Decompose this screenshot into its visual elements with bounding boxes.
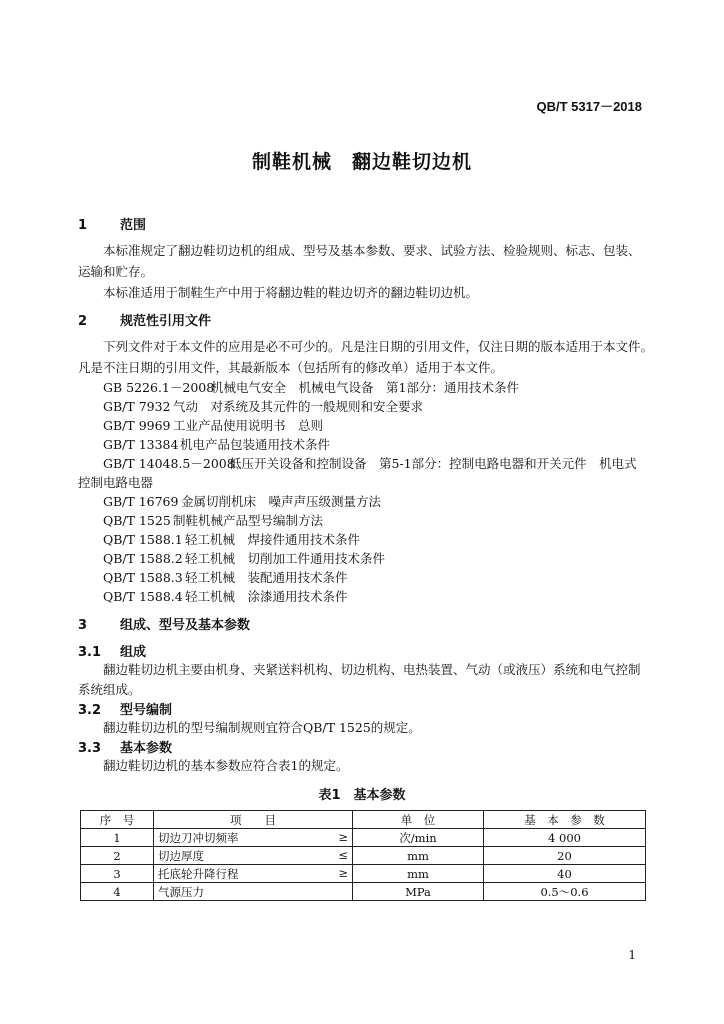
section-title: 组成 — [120, 645, 147, 660]
item-label: 切边厚度 — [158, 848, 204, 863]
reference-title: 轻工机械 装配通用技术条件 — [185, 570, 348, 585]
section-number: 1 — [78, 218, 88, 233]
item-label: 切边刀冲切频率 — [158, 830, 239, 845]
table-header-row — [81, 811, 646, 829]
section-1-heading — [78, 214, 146, 233]
paragraph: 系统组成。 — [78, 682, 141, 697]
section-number: 3.1 — [78, 645, 102, 660]
table-row — [81, 829, 646, 847]
cell-no: 4 — [81, 883, 154, 901]
reference-item — [103, 397, 423, 415]
cell-item — [154, 847, 353, 865]
cell-unit: mm — [353, 865, 484, 883]
reference-code: GB/T 7932 — [103, 399, 171, 414]
reference-code: QB/T 1588.3 — [103, 570, 183, 585]
reference-continuation: 控制电路电器 — [78, 475, 154, 490]
cell-value: 40 — [484, 865, 646, 883]
reference-title: 轻工机械 涂漆通用技术条件 — [185, 589, 348, 604]
cell-no: 1 — [81, 829, 154, 847]
reference-title: 轻工机械 焊接件通用技术条件 — [185, 532, 361, 547]
reference-title: 工业产品使用说明书 总则 — [173, 418, 324, 433]
table-caption: 表1 基本参数 — [318, 788, 406, 803]
paragraph: 下列文件对于本文件的应用是必不可少的。凡是注日期的引用文件，仅注日期的版本适用于本文件。 — [103, 339, 654, 354]
reference-title: 机电产品包装通用技术条件 — [180, 437, 331, 452]
table-row — [81, 865, 646, 883]
section-2-heading — [78, 310, 211, 329]
column-header: 项 目 — [154, 811, 353, 829]
reference-item — [103, 568, 348, 586]
item-symbol: ≥ — [338, 829, 348, 844]
cell-unit: MPa — [353, 883, 484, 901]
reference-item — [103, 530, 360, 548]
section-title: 范围 — [120, 218, 147, 233]
cell-value: 4 000 — [484, 829, 646, 847]
reference-title: 低压开关设备和控制设备 第5-1部分：控制电路电器和开关元件 机电式 — [229, 456, 637, 471]
paragraph: 运输和贮存。 — [78, 264, 154, 279]
paragraph: 翻边鞋切边机的型号编制规则宜符合QB/T 1525的规定。 — [103, 720, 421, 735]
reference-code: GB/T 16769 — [103, 494, 179, 509]
item-symbol: ≥ — [338, 865, 348, 880]
section-number: 3.2 — [78, 703, 102, 718]
reference-item — [103, 378, 519, 396]
cell-unit: mm — [353, 847, 484, 865]
reference-item — [103, 549, 385, 567]
reference-item — [103, 492, 381, 510]
section-title: 规范性引用文件 — [120, 314, 212, 329]
cell-value: 20 — [484, 847, 646, 865]
reference-title: 机械电气安全 机械电气设备 第1部分：通用技术条件 — [211, 380, 519, 395]
document-title: 制鞋机械 翻边鞋切边机 — [251, 151, 472, 173]
cell-item — [154, 865, 353, 883]
reference-item — [103, 416, 323, 434]
reference-item — [103, 587, 348, 605]
reference-title: 气动 对系统及其元件的一般规则和安全要求 — [173, 399, 424, 414]
paragraph: 本标准适用于制鞋生产中用于将翻边鞋的鞋边切齐的翻边鞋切边机。 — [103, 285, 479, 300]
subsection-3-3-heading — [78, 737, 172, 756]
cell-unit: 次/min — [353, 829, 484, 847]
cell-item — [154, 829, 353, 847]
section-title: 组成、型号及基本参数 — [120, 618, 251, 633]
cell-no: 3 — [81, 865, 154, 883]
paragraph: 翻边鞋切边机主要由机身、夹紧送料机构、切边机构、电热装置、气动（或液压）系统和电气控制 — [103, 662, 641, 677]
cell-no: 2 — [81, 847, 154, 865]
paragraph: 凡是不注日期的引用文件，其最新版本（包括所有的修改单）适用于本文件。 — [78, 360, 504, 375]
section-number: 3.3 — [78, 741, 102, 756]
reference-code: QB/T 1588.4 — [103, 589, 183, 604]
item-symbol: ≤ — [338, 847, 348, 862]
column-header: 基 本 参 数 — [484, 811, 646, 829]
reference-title: 金属切削机床 噪声声压级测量方法 — [181, 494, 382, 509]
paragraph: 翻边鞋切边机的基本参数应符合表1的规定。 — [103, 758, 349, 773]
section-number: 3 — [78, 618, 88, 633]
column-header: 单 位 — [353, 811, 484, 829]
section-3-heading — [78, 614, 250, 633]
subsection-3-1-heading — [78, 641, 146, 660]
reference-code: GB/T 9969 — [103, 418, 171, 433]
reference-code: GB/T 13384 — [103, 437, 179, 452]
reference-code: QB/T 1588.2 — [103, 551, 183, 566]
subsection-3-2-heading — [78, 699, 172, 718]
reference-item — [103, 435, 330, 453]
paragraph: 本标准规定了翻边鞋切边机的组成、型号及基本参数、要求、试验方法、检验规则、标志、包装、 — [103, 243, 641, 258]
reference-title: 制鞋机械产品型号编制方法 — [173, 513, 324, 528]
standard-code: QB/T 5317－2018 — [536, 99, 642, 114]
section-number: 2 — [78, 314, 88, 329]
column-header: 序 号 — [81, 811, 154, 829]
reference-item — [103, 511, 323, 529]
table-row — [81, 883, 646, 901]
reference-item — [103, 454, 637, 472]
reference-code: GB/T 14048.5－2008 — [103, 456, 235, 471]
section-title: 型号编制 — [120, 703, 173, 718]
cell-item — [154, 883, 353, 901]
section-title: 基本参数 — [120, 741, 173, 756]
page-number: 1 — [628, 948, 636, 962]
cell-value: 0.5～0.6 — [484, 883, 646, 901]
item-label: 气源压力 — [158, 884, 204, 899]
parameters-table — [80, 810, 646, 901]
reference-code: QB/T 1588.1 — [103, 532, 183, 547]
reference-code: QB/T 1525 — [103, 513, 171, 528]
item-label: 托底轮升降行程 — [158, 866, 239, 881]
table-row — [81, 847, 646, 865]
reference-title: 轻工机械 切削加工件通用技术条件 — [185, 551, 386, 566]
reference-code: GB 5226.1－2008 — [103, 380, 215, 395]
